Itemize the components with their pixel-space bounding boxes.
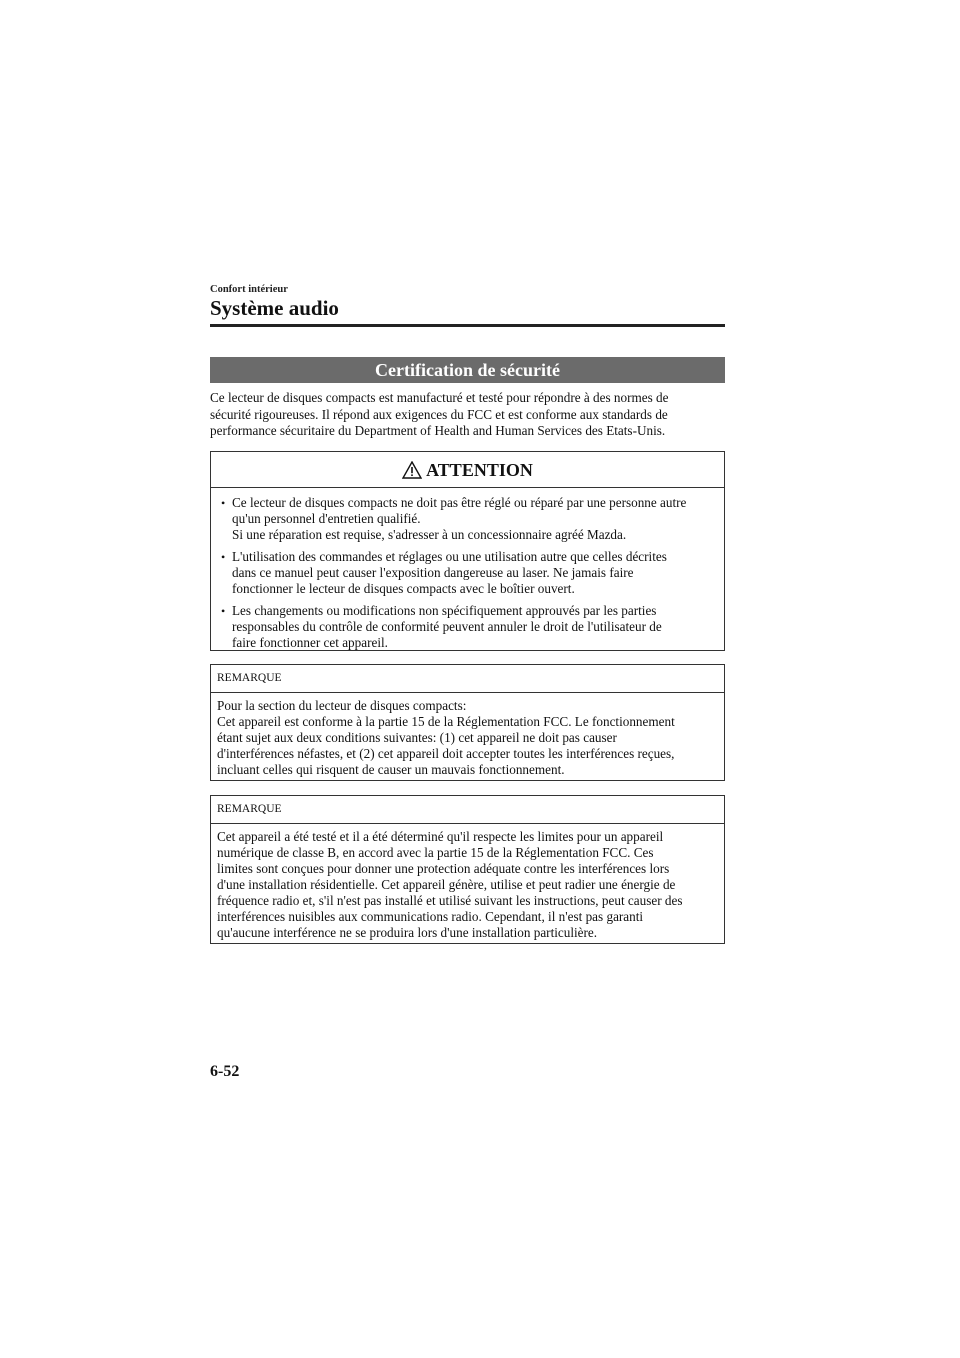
note-box: [210, 795, 725, 944]
note-body: [211, 824, 724, 941]
attention-line: Si une réparation est requise, s'adresser à un concessionnaire agréé Mazda.: [232, 527, 627, 542]
note-line: fréquence radio et, s'il n'est pas installé et utilisé suivant les instructions, peut causer des: [217, 893, 683, 908]
attention-box: [210, 451, 725, 651]
attention-item: [221, 549, 718, 597]
note-heading: REMARQUE: [211, 665, 724, 693]
note-line: limites sont conçues pour donner une protection adéquate contre les interférences lors: [217, 861, 670, 876]
attention-list: [211, 488, 724, 651]
section-label: Confort intérieur: [210, 284, 288, 295]
attention-item: [221, 603, 718, 651]
intro-line: Ce lecteur de disques compacts est manufacturé et testé pour répondre à des normes de: [210, 390, 669, 405]
warning-triangle-icon: [402, 461, 422, 485]
note-line: étant sujet aux deux conditions suivantes: (1) cet appareil ne doit pas causer: [217, 730, 617, 745]
note-line: Cet appareil a été testé et il a été déterminé qu'il respecte les limites pour un appareil: [217, 829, 664, 844]
page-number: 6-52: [210, 1063, 240, 1080]
attention-line: fonctionner le lecteur de disques compacts avec le boîtier ouvert.: [232, 581, 575, 596]
intro-paragraph: [210, 390, 725, 440]
intro-line: performance sécuritaire du Department of Health and Human Services des Etats-Unis.: [210, 423, 666, 438]
attention-line: responsables du contrôle de conformité peuvent annuler le droit de l'utilisateur de: [232, 619, 662, 634]
attention-line: Ce lecteur de disques compacts ne doit pas être réglé ou réparé par une personne autre: [232, 495, 687, 510]
note-line: qu'aucune interférence ne se produira lors d'une installation particulière.: [217, 925, 598, 940]
note-box: [210, 664, 725, 781]
note-heading: REMARQUE: [211, 796, 724, 824]
attention-line: L'utilisation des commandes et réglages ou une utilisation autre que celles décrites: [232, 549, 667, 564]
note-line: d'interférences néfastes, et (2) cet appareil doit accepter toutes les interférences reçues,: [217, 746, 675, 761]
bullet-icon: •: [221, 550, 226, 564]
note-line: Pour la section du lecteur de disques compacts:: [217, 698, 467, 713]
bullet-icon: •: [221, 496, 226, 510]
note-line: d'une installation résidentielle. Cet appareil génère, utilise et peut radier une énergie de: [217, 877, 676, 892]
chapter-title: Système audio: [210, 296, 339, 320]
note-line: numérique de classe B, en accord avec la partie 15 de la Réglementation FCC. Ces: [217, 845, 654, 860]
title-divider: [210, 324, 725, 327]
attention-heading: ATTENTION: [426, 460, 533, 480]
attention-line: dans ce manuel peut causer l'exposition dangereuse au laser. Ne jamais faire: [232, 565, 634, 580]
note-line: incluant celles qui risquent de causer un mauvais fonctionnement.: [217, 762, 565, 777]
attention-line: Les changements ou modifications non spécifiquement approuvés par les parties: [232, 603, 657, 618]
note-body: [211, 693, 724, 778]
note-line: Cet appareil est conforme à la partie 15 de la Réglementation FCC. Le fonctionnement: [217, 714, 675, 729]
intro-line: sécurité rigoureuses. Il répond aux exigences du FCC et est conforme aux standards de: [210, 406, 668, 422]
attention-item: [221, 495, 718, 543]
section-banner: Certification de sécurité: [210, 357, 725, 383]
bullet-icon: •: [221, 604, 226, 618]
note-line: interférences nuisibles aux communications radio. Cependant, il n'est pas garanti: [217, 909, 644, 924]
attention-line: qu'un personnel d'entretien qualifié.: [232, 511, 421, 526]
attention-line: faire fonctionner cet appareil.: [232, 635, 388, 650]
attention-header: [211, 458, 724, 482]
